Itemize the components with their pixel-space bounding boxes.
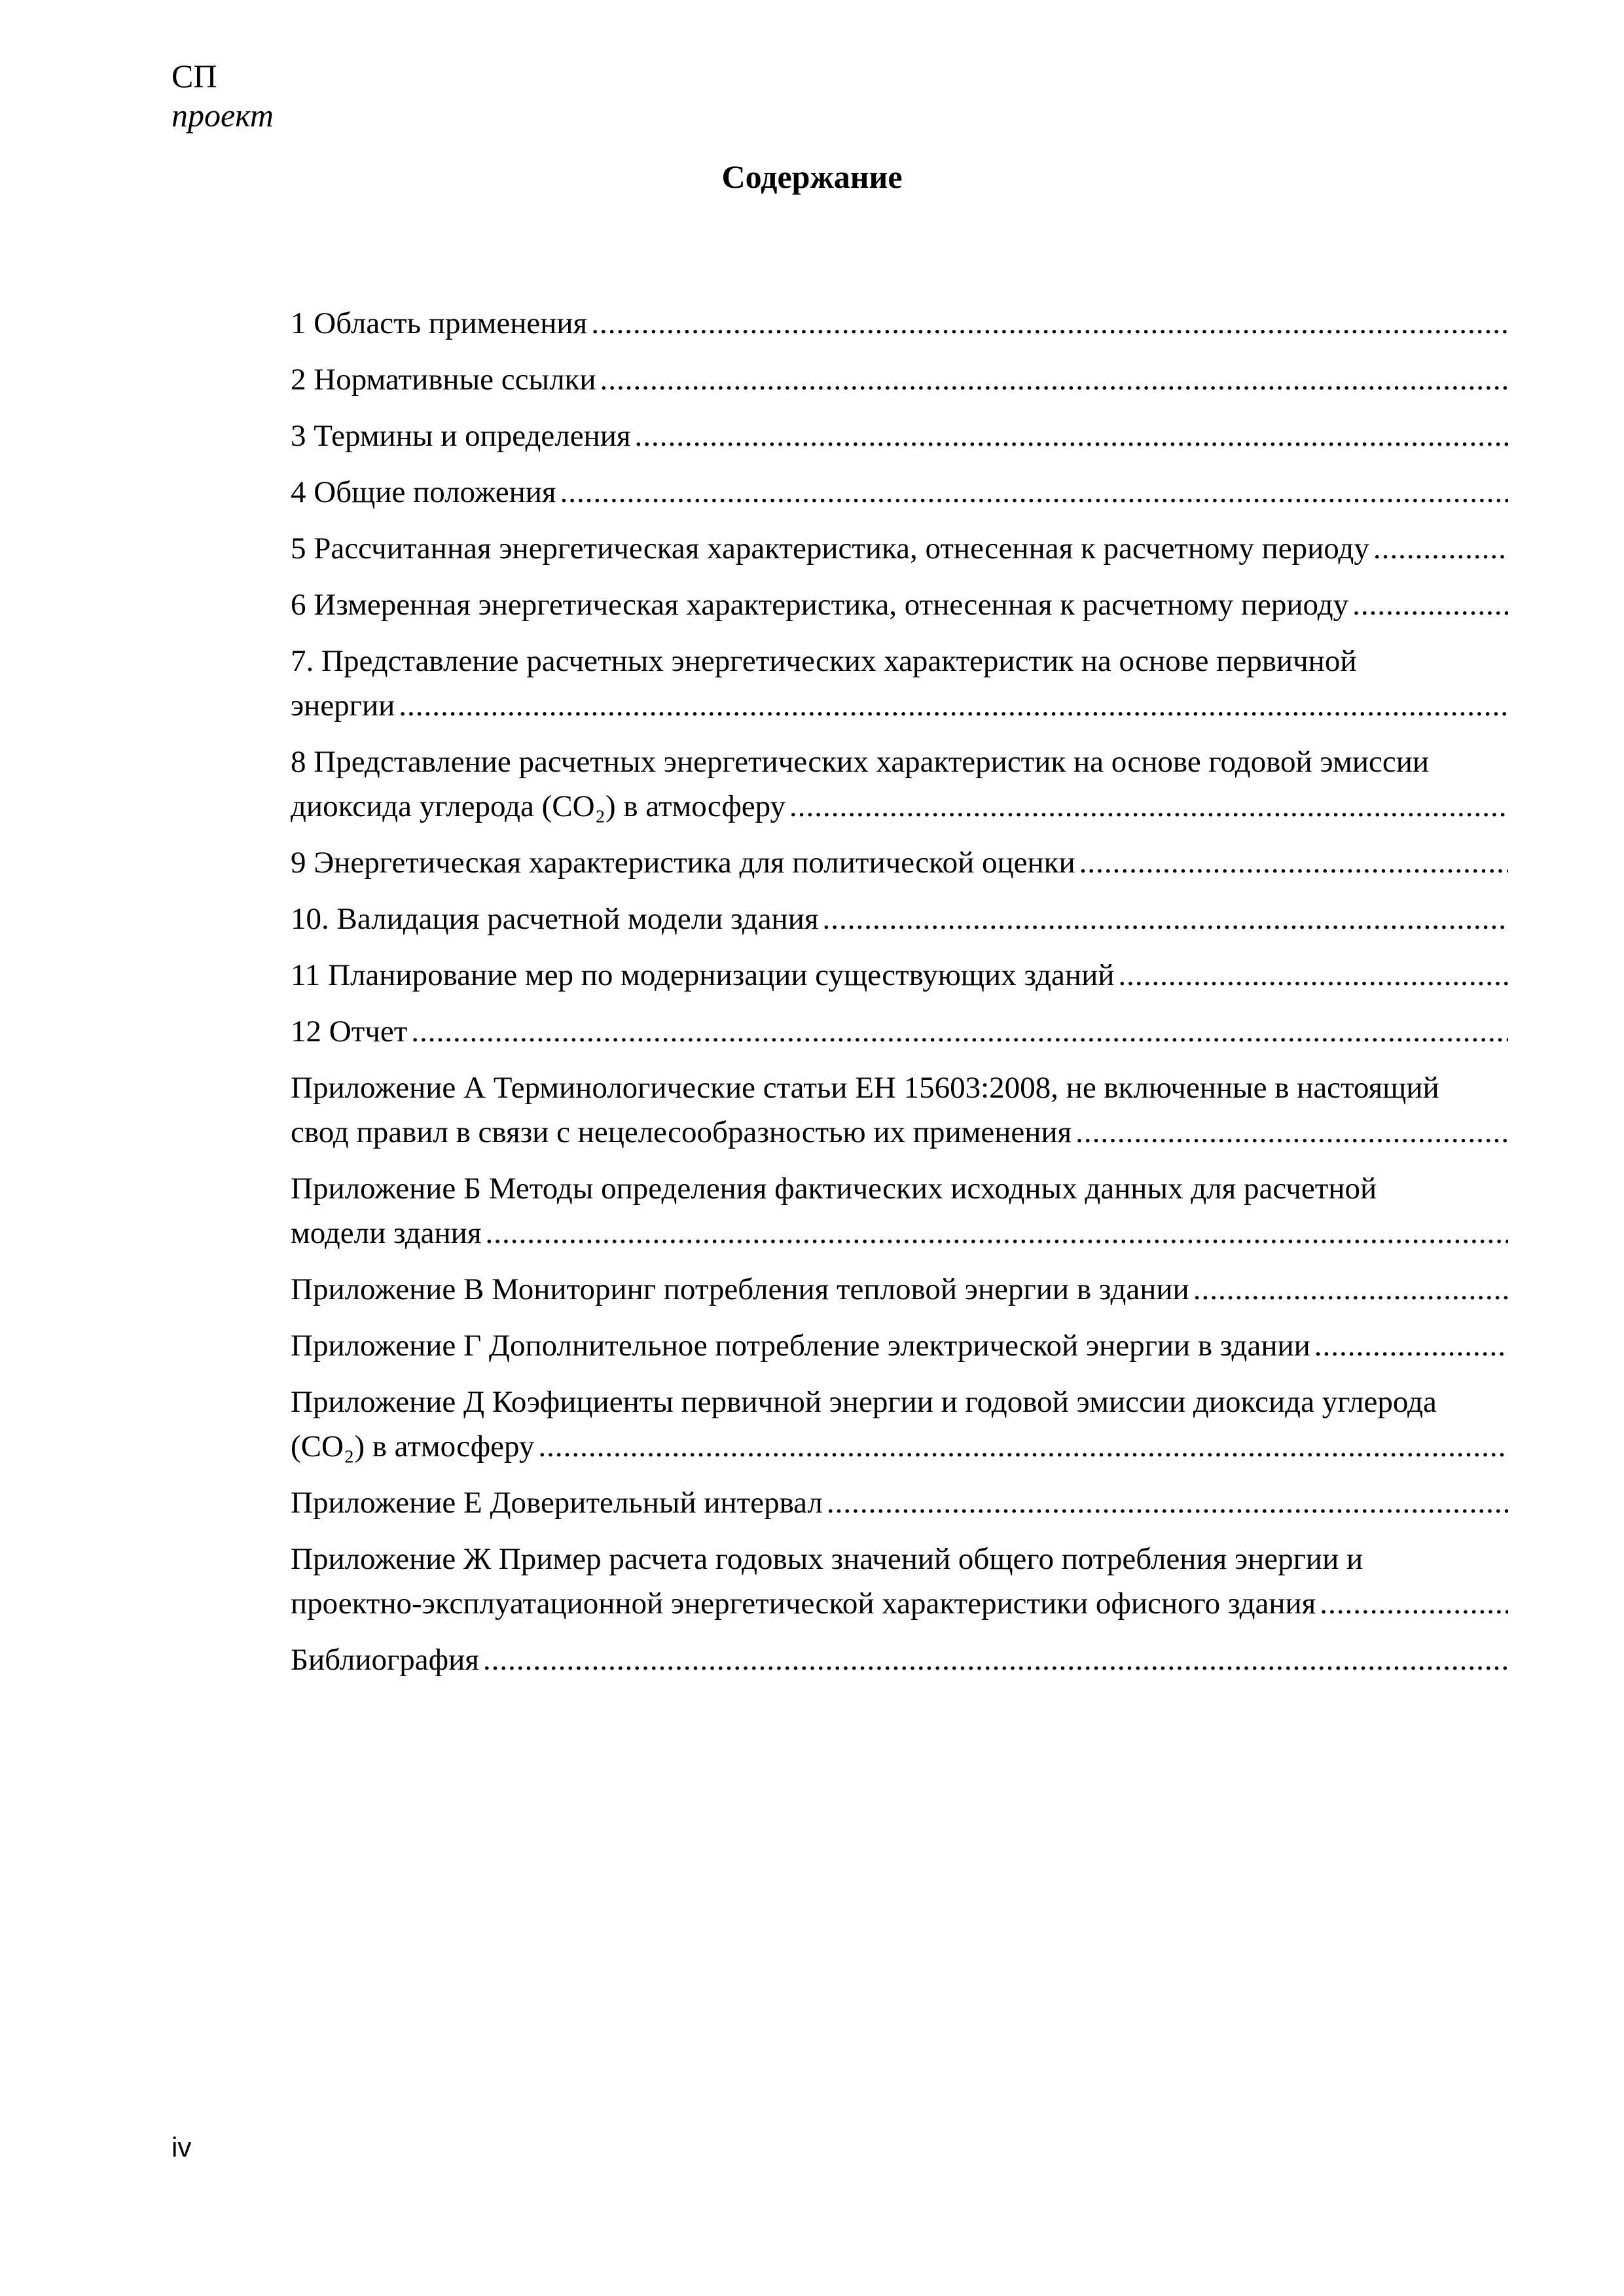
toc-entry-text: 3 Термины и определения xyxy=(291,419,631,453)
toc-entry-line xyxy=(291,583,1508,627)
dot-leader xyxy=(1373,526,1508,571)
dot-leader xyxy=(789,784,1508,829)
toc-entry-text: 11 Планирование мер по модернизации существующих зданий xyxy=(291,958,1115,992)
dot-leader xyxy=(635,414,1508,458)
dot-leader xyxy=(600,357,1508,402)
toc-entry-text: Приложение Г Дополнительное потребление электрической энергии в здании xyxy=(291,1329,1310,1363)
dot-leader xyxy=(399,683,1508,728)
toc-entry xyxy=(291,1066,1508,1155)
toc-entry-text: 1 Область применения xyxy=(291,306,588,340)
toc-entry-text: 6 Измеренная энергетическая характеристика, отнесенная к расчетному периоду xyxy=(291,588,1349,622)
toc-entry-text: Приложение Е Доверительный интервал xyxy=(291,1486,823,1520)
toc-entry-line xyxy=(291,357,1508,402)
toc-entry-line xyxy=(291,1009,1508,1054)
toc-entry-text-line1: Приложение Д Коэфициенты первичной энергии и годовой эмиссии диоксида углерода xyxy=(291,1385,1437,1419)
toc-entry-text-line1: Приложение Ж Пример расчета годовых значений общего потребления энергии и xyxy=(291,1542,1363,1576)
toc-entry-line xyxy=(291,1480,1508,1525)
dot-leader xyxy=(1193,1267,1508,1312)
dot-leader xyxy=(1352,583,1508,627)
toc-entry-text: 12 Отчет xyxy=(291,1014,408,1049)
toc-entry-line xyxy=(291,1581,1508,1626)
toc-entry xyxy=(291,1323,1508,1368)
toc-entry-line xyxy=(291,784,1508,829)
dot-leader xyxy=(1314,1323,1508,1368)
toc-entry xyxy=(291,897,1508,941)
toc-entry-line xyxy=(291,1211,1508,1255)
toc-entry-line xyxy=(291,1424,1508,1469)
toc-title: Содержание xyxy=(721,158,903,195)
page-number: iv xyxy=(171,2132,192,2162)
toc-entry-text: (CO₂) в атмосферу xyxy=(291,1429,535,1463)
toc-entry xyxy=(291,583,1508,627)
toc-entry-line xyxy=(291,526,1508,571)
toc-entry-text: 5 Рассчитанная энергетическая характеристика, отнесенная к расчетному периоду xyxy=(291,531,1369,565)
toc-entry-text: 4 Общие положения xyxy=(291,475,556,509)
toc-entry-text: Библиография xyxy=(291,1643,479,1677)
toc-entry-text: Приложение В Мониторинг потребления тепловой энергии в здании xyxy=(291,1272,1189,1306)
toc-entry-text: 9 Энергетическая характеристика для политической оценки xyxy=(291,846,1075,880)
toc-entry xyxy=(291,1537,1508,1626)
toc-entry-text: модели здания xyxy=(291,1216,482,1250)
toc-entry xyxy=(291,414,1508,458)
toc-entry-line xyxy=(291,301,1508,346)
toc-entry-line xyxy=(291,897,1508,941)
toc-entry xyxy=(291,301,1508,346)
document-code: СП xyxy=(171,58,217,94)
dot-leader xyxy=(483,1638,1508,1682)
toc-entry-line xyxy=(291,470,1508,514)
toc-entry-line xyxy=(291,953,1508,997)
toc-entry-text: свод правил в связи с нецелесообразностью их применения xyxy=(291,1115,1072,1149)
toc-entry-line xyxy=(291,1267,1508,1312)
toc-entry-text-line1: Приложение А Терминологические статьи ЕН 15603:2008, не включенные в настоящий xyxy=(291,1071,1439,1105)
toc-entry-line xyxy=(291,1323,1508,1368)
toc-entry-line xyxy=(291,840,1508,885)
dot-leader xyxy=(591,301,1508,346)
toc-entry-line xyxy=(291,414,1508,458)
toc-entry xyxy=(291,953,1508,997)
toc-entry xyxy=(291,1267,1508,1312)
toc-entry-text: 2 Нормативные ссылки xyxy=(291,363,596,397)
toc-entry xyxy=(291,1380,1508,1469)
toc-entry xyxy=(291,357,1508,402)
toc-entry-text-line1: Приложение Б Методы определения фактических исходных данных для расчетной xyxy=(291,1172,1377,1206)
toc-entry-text-line1: 8 Представление расчетных энергетических характеристик на основе годовой эмиссии xyxy=(291,745,1430,779)
dot-leader xyxy=(822,897,1508,941)
document-status: проект xyxy=(171,97,274,134)
dot-leader xyxy=(827,1480,1508,1525)
toc-entry-line xyxy=(291,1110,1508,1155)
toc-entry xyxy=(291,470,1508,514)
table-of-contents xyxy=(291,301,1508,1694)
toc-entry xyxy=(291,1638,1508,1682)
toc-entry xyxy=(291,1166,1508,1255)
toc-entry-line xyxy=(291,1638,1508,1682)
dot-leader xyxy=(1320,1581,1508,1626)
toc-entry xyxy=(291,840,1508,885)
toc-entry xyxy=(291,1480,1508,1525)
toc-entry xyxy=(291,740,1508,829)
dot-leader xyxy=(538,1424,1508,1469)
toc-entry-text-line1: 7. Представление расчетных энергетических характеристик на основе первичной xyxy=(291,644,1357,678)
dot-leader xyxy=(1118,953,1508,997)
toc-entry-text: проектно-эксплуатационной энергетической характеристики офисного здания xyxy=(291,1587,1316,1621)
toc-entry-text: 10. Валидация расчетной модели здания xyxy=(291,902,819,936)
toc-entry-line xyxy=(291,683,1508,728)
toc-entry xyxy=(291,526,1508,571)
toc-entry xyxy=(291,639,1508,728)
dot-leader xyxy=(1075,1110,1508,1155)
toc-entry xyxy=(291,1009,1508,1054)
dot-leader xyxy=(560,470,1508,514)
dot-leader xyxy=(1079,840,1508,885)
toc-entry-text: диоксида углерода (CO₂) в атмосферу xyxy=(291,789,786,823)
dot-leader xyxy=(411,1009,1508,1054)
dot-leader xyxy=(485,1211,1508,1255)
toc-entry-text: энергии xyxy=(291,689,395,723)
